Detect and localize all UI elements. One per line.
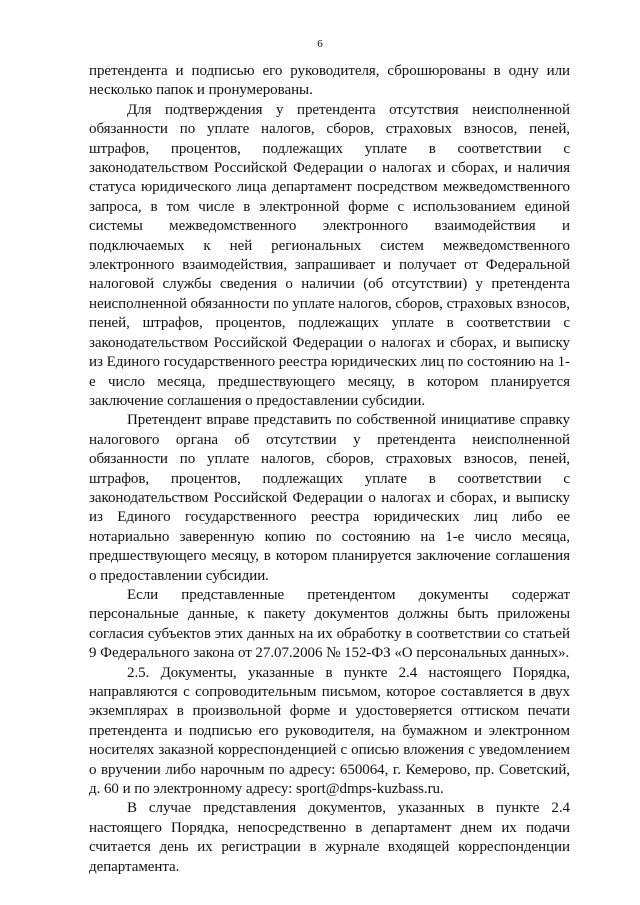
paragraph-tax-check: Для подтверждения у претендента отсутствия неисполненной обязанности по уплате налогов, сборов, страховых взносов, пеней, штрафов, процентов, подлежащих уплате в соответствии с законодательством Российской Федерации о налогах и сборах, и наличия статуса юридического лица департамент посредством межведомственного запроса, в том числе в электронной форме с использованием единой системы межведомственного электронного взаимодействия и подключаемых к ней региональных систем межведомственного электронного взаимодействия, запрашивает и получает от Федеральной налоговой службы сведения о наличии (об отсутствии) у претендента неисполненной обязанности по уплате налогов, сборов, страховых взносов, пеней, штрафов, процентов, подлежащих уплате в соответствии с законодательством Российской Федерации о налогах и сборах, и выписку из Единого государственного реестра юридических лиц по состоянию на 1-е число месяца, предшествующего месяцу, в котором планируется заключение соглашения о предоставлении субсидии. [89,101,570,409]
document-body [89,62,570,877]
page-number: 6 [317,38,323,50]
paragraph-registration: В случае представления документов, указанных в пункте 2.4 настоящего Порядка, непосредственно в департамент днем их подачи считается день их регистрации в журнале входящей корреспонденции департамента. [89,800,570,875]
paragraph-own-initiative: Претендент вправе представить по собственной инициативе справку налогового органа об отсутствии у претендента неисполненной обязанности по уплате налогов, сборов, страховых взносов, пеней, штрафов, процентов, подлежащих уплате в соответствии с законодательством Российской Федерации о налогах и сборах, и выписку из Единого государственного реестра юридических лиц либо ее нотариально заверенную копию по состоянию на 1-е число месяца, предшествующего месяцу, в котором планируется заключение соглашения о предоставлении субсидии. [89,412,570,584]
paragraph-2-5: 2.5. Документы, указанные в пункте 2.4 настоящего Порядка, направляются с сопроводительным письмом, которое составляется в двух экземплярах в произвольной форме и удостоверяется оттиском печати претендента и подписью его руководителя, на бумажном и электронном носителях заказной корреспонденцией с описью вложения с уведомлением о вручении либо нарочным по адресу: 650064, г. Кемерово, пр. Советский, д. 60 и по электронному адресу: sport@dmps-kuzbass.ru. [89,664,570,798]
paragraph-continuation: претендента и подписью его руководителя, сброшюрованы в одну или несколько папок и пронумерованы. [89,63,570,99]
paragraph-personal-data: Если представленные претендентом документы содержат персональные данные, к пакету документов должны быть приложены согласия субъектов этих данных на их обработку в соответствии со статьей 9 Федерального закона от 27.07.2006 № 152-ФЗ «О персональных данных». [89,586,570,662]
